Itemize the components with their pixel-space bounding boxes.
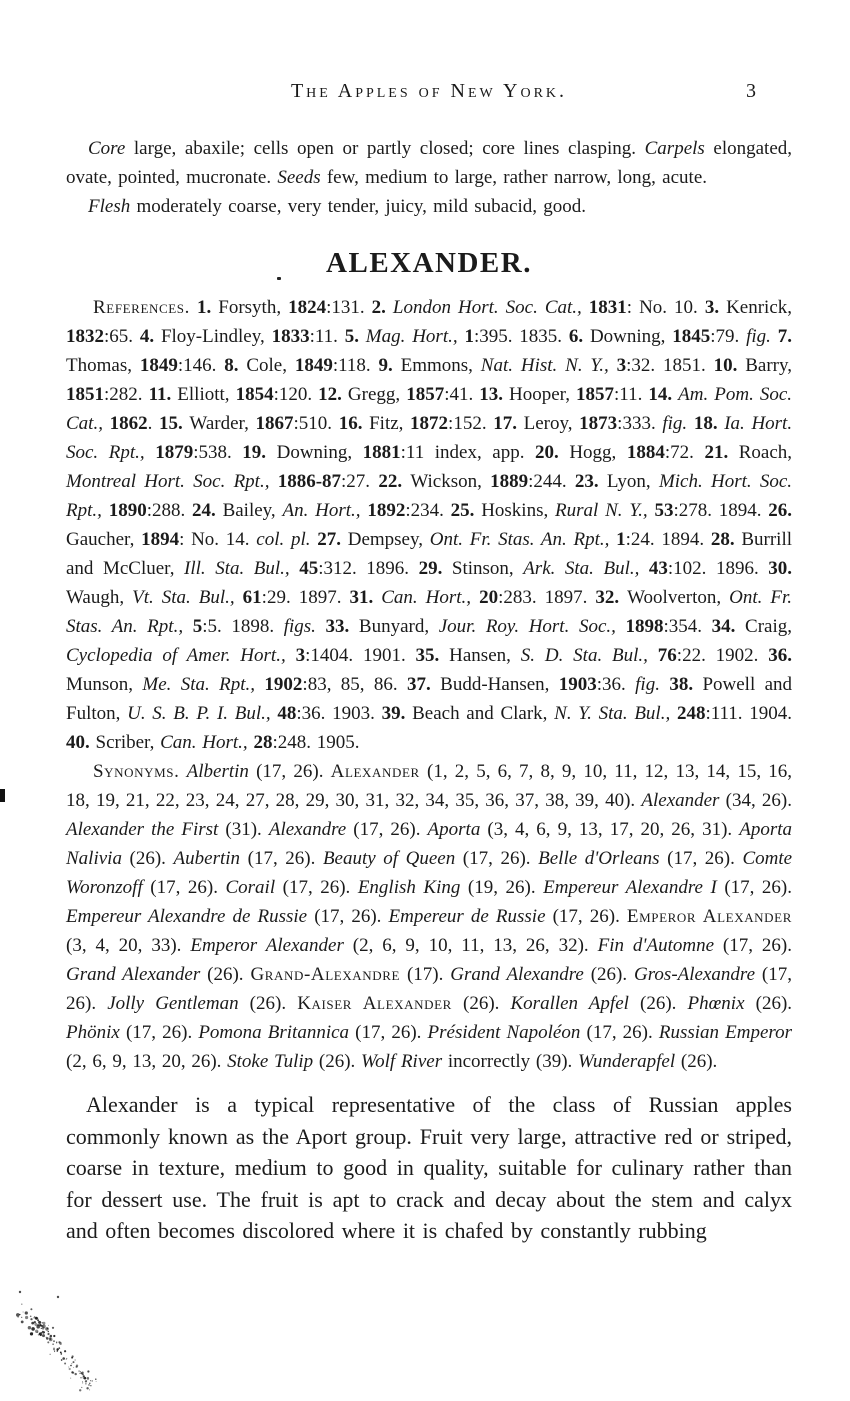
variety-heading: ALEXANDER. [326,247,532,279]
page-number: 3 [746,80,756,102]
paragraph-synonyms: Synonyms. Albertin (17, 26). Alexander (1, 2, 5, 6, 7, 8, 9, 10, 11, 12, 13, 14, 15, 16, 18, 19, 21, 22, 23, 24, 27, 28, 29, 30, 31, 32, 34, 35, 36, 37, 38, 39, 40). Alexander (34, 26). Alexander the First (31). Alexandre (17, 26). Aporta (3, 4, 6, 9, 13, 17, 20, 26, 31). Aporta Nalivia (26). Aubertin (17, 26). Beauty of Queen (17, 26). Belle d'Orleans (17, 26). Comte Woronzoff (17, 26). Corail (17, 26). English King (19, 26). Empereur Alexandre I (17, 26). Empereur Alexandre de Russie (17, 26). Empereur de Russie (17, 26). Emperor Alexander (3, 4, 20, 33). Emperor Alexander (2, 6, 9, 10, 11, 13, 26, 32). Fin d'Automne (17, 26). Grand Alexander (26). Grand-Alexandre (17). Grand Alexandre (26). Gros-Alexandre (17, 26). Jolly Gentleman (26). Kaiser Alexander (26). Korallen Apfel (26). Phœnix (26). Phönix (17, 26). Pomona Britannica (17, 26). Président Napoléon (17, 26). Russian Emperor (2, 6, 9, 13, 20, 26). Stoke Tulip (26). Wolf River incorrectly (39). Wunderapfel (26). [66,761,793,1072]
running-head [66,80,792,103]
page-content [66,134,792,1247]
scan-speck [277,277,281,280]
paragraph-references: References. 1. Forsyth, 1824:131. 2. London Hort. Soc. Cat., 1831: No. 10. 3. Kenrick, 1832:65. 4. Floy-Lindley, 1833:11. 5. Mag. Hort., 1:395. 1835. 6. Downing, 1845:79. fig. 7. Thomas, 1849:146. 8. Cole, 1849:118. 9. Emmons, Nat. Hist. N. Y., 3:32. 1851. 10. Barry, 1851:282. 11. Elliott, 1854:120. 12. Gregg, 1857:41. 13. Hooper, 1857:11. 14. Am. Pom. Soc. Cat., 1862. 15. Warder, 1867:510. 16. Fitz, 1872:152. 17. Leroy, 1873:333. fig. 18. Ia. Hort. Soc. Rpt., 1879:538. 19. Downing, 1881:11 index, app. 20. Hogg, 1884:72. 21. Roach, Montreal Hort. Soc. Rpt., 1886-87:27. 22. Wickson, 1889:244. 23. Lyon, Mich. Hort. Soc. Rpt., 1890:288. 24. Bailey, An. Hort., 1892:234. 25. Hoskins, Rural N. Y., 53:278. 1894. 26. Gaucher, 1894: No. 14. col. pl. 27. Dempsey, Ont. Fr. Stas. An. Rpt., 1:24. 1894. 28. Burrill and McCluer, Ill. Sta. Bul., 45:312. 1896. 29. Stinson, Ark. Sta. Bul., 43:102. 1896. 30. Waugh, Vt. Sta. Bul., 61:29. 1897. 31. Can. Hort., 20:283. 1897. 32. Woolverton, Ont. Fr. Stas. An. Rpt., 5:5. 1898. figs. 33. Bunyard, Jour. Roy. Hort. Soc., 1898:354. 34. Craig, Cyclopedia of Amer. Hort., 3:1404. 1901. 35. Hansen, S. D. Sta. Bul., 76:22. 1902. 36. Munson, Me. Sta. Rpt., 1902:83, 85, 86. 37. Budd-Hansen, 1903:36. fig. 38. Powell and Fulton, U. S. B. P. I. Bul., 48:36. 1903. 39. Beach and Clark, N. Y. Sta. Bul., 248:111. 1904. 40. Scriber, Can. Hort., 28:248. 1905. [66,297,793,753]
page-header-title: The Apples of New York. [290,80,568,102]
paragraph-flesh-description: Flesh moderately coarse, very tender, juicy, mild subacid, good. [88,196,587,217]
paragraph-variety-description: Alexander is a typical representative of the class of Russian apples commonly known as the Aport group. Fruit very large, attractive red or striped, coarse in texture, medium to good in quality, suitable for culinary rather than for dessert use. The fruit is apt to crack and decay about the stem and calyx and often becomes discolored where it is chafed by constantly rubbing [66,1092,792,1243]
paragraph-core-description: Core large, abaxile; cells open or partly closed; core lines clasping. Carpels elongated, ovate, pointed, mucronate. Seeds few, medium to large, rather narrow, long, acute. [66,138,793,188]
scan-edge-mark [0,789,5,802]
scan-smudge-artifact [12,1282,132,1401]
